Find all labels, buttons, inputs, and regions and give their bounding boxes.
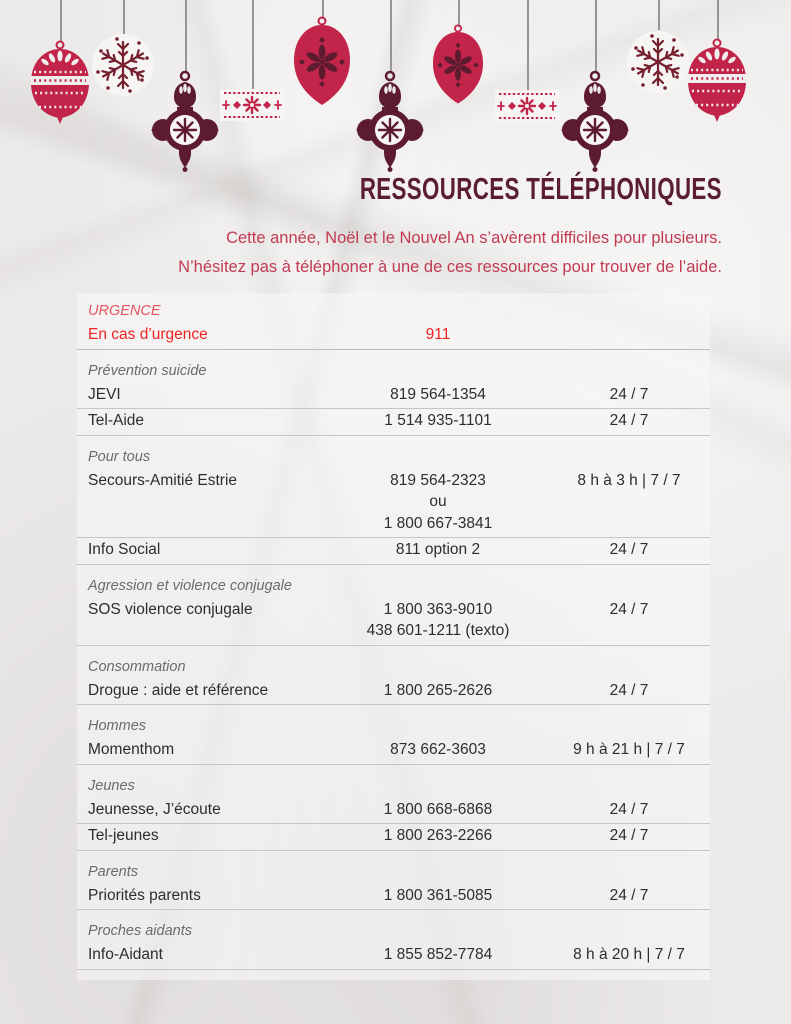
section-2 [77, 436, 710, 565]
resource-hours [518, 324, 710, 346]
resource-name: Jeunesse, J’écoute [88, 800, 221, 818]
section-label: URGENCE [88, 303, 161, 319]
resource-row [77, 798, 710, 825]
section-label: Hommes [88, 718, 147, 734]
resource-phone [358, 799, 518, 821]
ornament-string [185, 0, 187, 72]
section-label: Agression et violence conjugale [88, 577, 292, 594]
resource-phone [358, 599, 518, 642]
resource-hours: 24 / 7 [609, 827, 649, 844]
red-bauble-ornament [682, 38, 752, 124]
dark-finial-ornament [148, 70, 222, 174]
resource-hours: 24 / 7 [609, 385, 649, 403]
resource-hours: 24 / 7 [609, 541, 649, 558]
ornament-string [595, 0, 597, 72]
resource-row [77, 323, 710, 350]
resource-name: En cas d’urgence [88, 326, 208, 343]
section-0 [77, 298, 710, 350]
phone-line: 819 564-2323 [390, 471, 486, 489]
section-3 [77, 565, 710, 646]
ornament-string [658, 0, 660, 30]
resource-phone [358, 410, 518, 432]
resource-row [77, 598, 710, 646]
resource-phone [358, 944, 518, 966]
phone-line: 819 564-1354 [390, 385, 486, 403]
phone-line: ou [429, 493, 447, 510]
resource-phone [358, 384, 518, 406]
resource-table [77, 293, 710, 980]
resource-name: Priorités parents [88, 886, 201, 904]
resource-name: Info Social [88, 541, 161, 558]
resource-name: Secours-Amitié Estrie [88, 471, 238, 489]
ornament-string [123, 0, 125, 34]
section-label: Prévention suicide [88, 362, 207, 379]
resource-hours: 24 / 7 [609, 412, 649, 429]
section-label: Pour tous [88, 448, 151, 465]
resource-name: Drogue : aide et référence [88, 681, 269, 699]
phone-line: 1 800 363-9010 [383, 600, 493, 618]
section-7 [77, 851, 710, 911]
resource-phone [358, 539, 518, 561]
resource-name: Momenthom [88, 741, 175, 758]
resource-name: JEVI [88, 385, 121, 403]
resource-phone [358, 680, 518, 702]
ornament-string [458, 0, 460, 27]
ornament-string [527, 0, 529, 90]
resource-row [77, 824, 710, 851]
section-5 [77, 705, 710, 765]
resource-row [77, 738, 710, 765]
dark-finial-ornament [353, 70, 427, 174]
intro-text [178, 224, 722, 281]
resource-row [77, 469, 710, 539]
section-1 [77, 350, 710, 436]
intro-line-2: N’hésitez pas à téléphoner à une de ces ressources pour trouver de l’aide. [178, 257, 722, 276]
red-teardrop-ornament [288, 16, 356, 110]
phone-line: 911 [425, 326, 451, 343]
resource-hours: 24 / 7 [609, 800, 649, 818]
resource-row [77, 943, 710, 970]
page-title: RESSOURCES TÉLÉPHONIQUES [359, 171, 722, 206]
resource-name: Info-Aidant [88, 946, 163, 963]
phone-line: 873 662-3603 [390, 741, 486, 758]
resource-name: Tel-jeunes [88, 827, 159, 844]
resource-hours: 8 h à 3 h | 7 / 7 [577, 471, 681, 489]
resource-phone [358, 885, 518, 907]
phone-line: 1 855 852-7784 [383, 946, 493, 963]
red-bauble-ornament [25, 40, 95, 126]
resource-row [77, 383, 710, 410]
resource-row [77, 538, 710, 565]
pattern-banner-ornament [494, 89, 560, 123]
phone-line: 1 800 361-5085 [383, 886, 493, 904]
resource-name: Tel-Aide [88, 412, 144, 429]
resource-phone [358, 470, 518, 535]
snowflake-ball-ornament [90, 32, 156, 98]
resource-phone [358, 825, 518, 847]
resource-hours: 24 / 7 [609, 600, 649, 618]
pattern-banner-ornament [219, 88, 285, 122]
section-6 [77, 765, 710, 851]
resource-hours: 24 / 7 [609, 681, 649, 699]
section-label: Parents [88, 863, 138, 880]
resource-row [77, 679, 710, 706]
intro-line-1: Cette année, Noël et le Nouvel An s’avèrent difficiles pour plusieurs. [226, 229, 722, 247]
phone-line: 1 800 667-3841 [383, 514, 493, 532]
section-8 [77, 910, 710, 970]
resource-phone [358, 324, 518, 346]
section-4 [77, 646, 710, 706]
resource-hours: 9 h à 21 h | 7 / 7 [573, 741, 685, 758]
phone-line: 1 800 265-2626 [383, 681, 493, 699]
section-label: Jeunes [88, 777, 135, 794]
resource-name: SOS violence conjugale [88, 600, 253, 618]
resource-hours: 24 / 7 [609, 886, 649, 904]
ornament-string [252, 0, 254, 89]
dark-finial-ornament [558, 70, 632, 174]
ornament-string [60, 0, 62, 42]
red-teardrop-ornament [424, 24, 492, 108]
resource-row [77, 409, 710, 436]
section-label: Proches aidants [88, 923, 192, 939]
phone-line: 438 601-1211 (texto) [366, 622, 510, 639]
ornament-string [390, 0, 392, 72]
phone-line: 811 option 2 [395, 541, 481, 558]
ornament-string [717, 0, 719, 40]
resource-hours: 8 h à 20 h | 7 / 7 [573, 946, 685, 963]
phone-line: 1 800 668-6868 [383, 800, 493, 818]
section-label: Consommation [88, 658, 186, 675]
resource-phone [358, 739, 518, 761]
phone-line: 1 800 263-2266 [383, 827, 493, 844]
phone-line: 1 514 935-1101 [384, 412, 492, 429]
resource-row [77, 884, 710, 911]
